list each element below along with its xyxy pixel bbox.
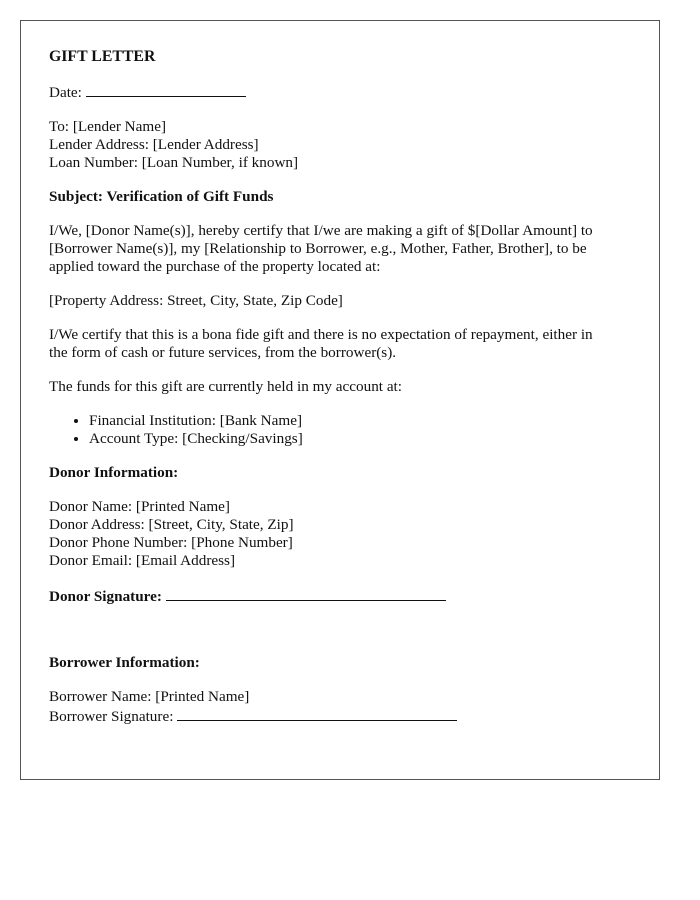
lender-address: Lender Address: [Lender Address] bbox=[49, 136, 259, 153]
date-line bbox=[49, 82, 634, 102]
subject-line: Subject: Verification of Gift Funds bbox=[49, 188, 274, 205]
borrower-signature-label: Borrower Signature: bbox=[49, 708, 174, 725]
list-item-account-type: • Account Type: [Checking/Savings] bbox=[89, 430, 634, 448]
signature-spacer bbox=[49, 622, 634, 654]
property-address: [Property Address: Street, City, State, Zip Code] bbox=[49, 292, 343, 309]
letter-content bbox=[49, 48, 634, 742]
certification-line-2: [Borrower Name(s)], my [Relationship to Borrower, e.g., Mother, Father, Brother], to be bbox=[49, 240, 587, 257]
recipient-to: To: [Lender Name] bbox=[49, 118, 167, 135]
bona-fide-line-1: I/We certify that this is a bona fide gift and there is no expectation of repayment, either in bbox=[49, 326, 593, 343]
recipient-block bbox=[49, 118, 634, 172]
borrower-name: Borrower Name: [Printed Name] bbox=[49, 688, 250, 705]
donor-information-block bbox=[49, 498, 634, 570]
borrower-information-block bbox=[49, 688, 634, 726]
date-label: Date: bbox=[49, 84, 82, 101]
funds-intro: The funds for this gift are currently held in my account at: bbox=[49, 378, 402, 395]
borrower-signature-blank-line bbox=[177, 706, 457, 721]
list-item-financial-institution: • Financial Institution: [Bank Name] bbox=[89, 412, 634, 430]
certification-line-3: applied toward the purchase of the property located at: bbox=[49, 258, 381, 275]
borrower-signature-line bbox=[49, 706, 634, 726]
donor-signature-line bbox=[49, 586, 634, 606]
certification-line-1: I/We, [Donor Name(s)], hereby certify that I/we are making a gift of $[Dollar Amount] to bbox=[49, 222, 593, 239]
bona-fide-paragraph bbox=[49, 326, 634, 362]
document-page bbox=[20, 20, 660, 780]
donor-name: Donor Name: [Printed Name] bbox=[49, 498, 230, 515]
donor-phone: Donor Phone Number: [Phone Number] bbox=[49, 534, 293, 551]
certification-paragraph bbox=[49, 222, 634, 276]
borrower-information-heading: Borrower Information: bbox=[49, 654, 200, 671]
donor-signature-blank-line bbox=[166, 586, 446, 601]
donor-email: Donor Email: [Email Address] bbox=[49, 552, 236, 569]
date-blank-line bbox=[86, 82, 246, 97]
loan-number: Loan Number: [Loan Number, if known] bbox=[49, 154, 299, 171]
donor-information-heading: Donor Information: bbox=[49, 464, 179, 481]
donor-signature-label: Donor Signature: bbox=[49, 588, 162, 605]
bona-fide-line-2: the form of cash or future services, from the borrower(s). bbox=[49, 344, 397, 361]
account-list bbox=[49, 412, 634, 448]
donor-address: Donor Address: [Street, City, State, Zip] bbox=[49, 516, 294, 533]
letter-title: GIFT LETTER bbox=[49, 48, 156, 65]
